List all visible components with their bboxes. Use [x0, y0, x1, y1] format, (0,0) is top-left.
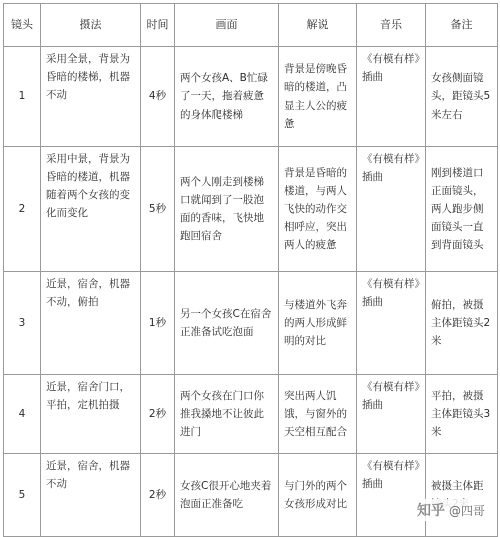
cell-picture: 两个人刚走到楼梯口就闻到了一股泡面的香味，飞快地跑回宿舍: [175, 147, 279, 272]
cell-notes: 俯拍，被摄主体距镜头2米: [426, 272, 498, 375]
table-header-row: [4, 4, 498, 47]
table-row: [4, 454, 498, 537]
cell-music: 《有模有样》插曲: [357, 47, 426, 147]
cell-picture: 女孩C很开心地夹着泡面正准备吃: [175, 454, 279, 537]
zhihu-watermark: [414, 499, 488, 521]
header-notes: 备注: [426, 4, 498, 47]
cell-method: 近景，宿舍门口，平拍，定机拍摄: [41, 375, 141, 454]
watermark-author: @四哥: [448, 503, 485, 518]
cell-shot: 2: [4, 147, 41, 272]
cell-time: 5秒: [141, 147, 175, 272]
header-picture: 画面: [175, 4, 279, 47]
cell-notes: 刚到楼道口正面镜头，两人跑步侧面镜头一直到背面镜头: [426, 147, 498, 272]
cell-narration: 与楼道外飞奔的两人形成鲜明的对比: [279, 272, 357, 375]
cell-time: 4秒: [141, 47, 175, 147]
cell-picture: 两个女孩在门口你推我搡地不让彼此进门: [175, 375, 279, 454]
cell-shot: 3: [4, 272, 41, 375]
cell-time: 2秒: [141, 375, 175, 454]
table-row: [4, 47, 498, 147]
cell-method: 近景，宿舍，机器不动: [41, 454, 141, 537]
cell-shot: 1: [4, 47, 41, 147]
cell-time: 2秒: [141, 454, 175, 537]
cell-narration: 背景是昏暗的楼道，与两人飞快的动作交相呼应，突出两人的疲惫: [279, 147, 357, 272]
table-row: [4, 375, 498, 454]
cell-shot: 4: [4, 375, 41, 454]
cell-music: 《有模有样》插曲: [357, 454, 426, 537]
cell-music: 《有模有样》插曲: [357, 147, 426, 272]
storyboard-table: [3, 3, 498, 537]
cell-method: 采用全景，背景为昏暗的楼梯，机器不动: [41, 47, 141, 147]
header-shot: 镜头: [4, 4, 41, 47]
cell-notes: 平拍，被摄主体距镜头3米: [426, 375, 498, 454]
cell-method: 近景，宿舍，机器不动，俯拍: [41, 272, 141, 375]
cell-narration: 突出两人饥饿，与窗外的天空相互配合: [279, 375, 357, 454]
cell-notes: 女孩侧面镜头，距镜头5米左右: [426, 47, 498, 147]
table-row: [4, 272, 498, 375]
cell-method: 采用中景，背景为昏暗的楼道，机器随着两个女孩的变化而变化: [41, 147, 141, 272]
cell-picture: 另一个女孩C在宿舍正准备试吃泡面: [175, 272, 279, 375]
cell-music: 《有模有样》插曲: [357, 375, 426, 454]
header-method: 摄法: [41, 4, 141, 47]
cell-music: 《有模有样》插曲: [357, 272, 426, 375]
cell-narration: 背景是傍晚昏暗的楼道，凸显主人公的疲惫: [279, 47, 357, 147]
header-narration: 解说: [279, 4, 357, 47]
cell-notes: 被摄主体距: [426, 454, 498, 537]
table-row: [4, 147, 498, 272]
header-time: 时间: [141, 4, 175, 47]
cell-picture: 两个女孩A、B忙碌了一天，拖着疲惫的身体爬楼梯: [175, 47, 279, 147]
cell-shot: 5: [4, 454, 41, 537]
header-music: 音乐: [357, 4, 426, 47]
cell-time: 1秒: [141, 272, 175, 375]
cell-narration: 与门外的两个女孩形成对比: [279, 454, 357, 537]
watermark-brand: 知乎: [416, 503, 445, 519]
